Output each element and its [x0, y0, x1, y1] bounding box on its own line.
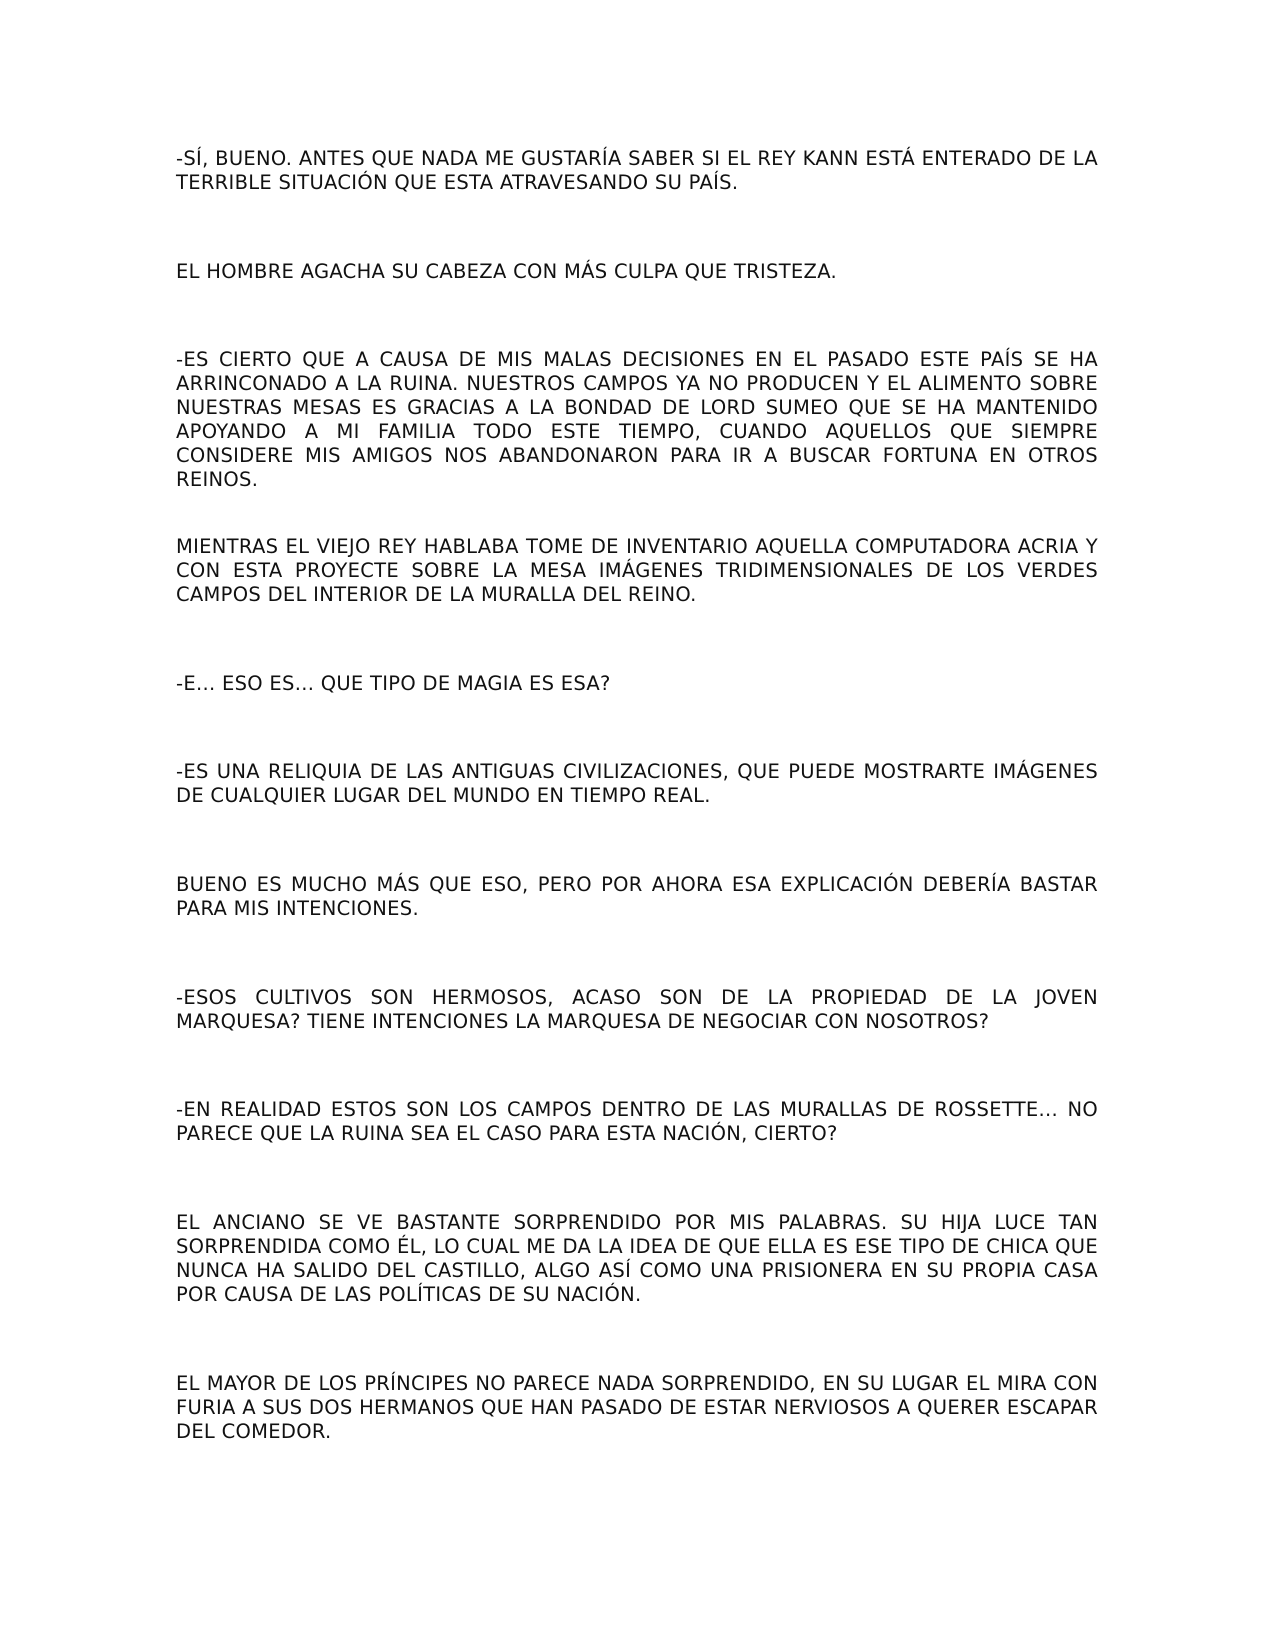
- paragraph-6: -ES UNA RELIQUIA DE LAS ANTIGUAS CIVILIZACIONES, QUE PUEDE MOSTRARTE IMÁGENES DE CUALQUIER LUGAR DEL MUNDO EN TIEMPO REAL.: [176, 760, 1098, 807]
- paragraph-11: EL MAYOR DE LOS PRÍNCIPES NO PARECE NADA SORPRENDIDO, EN SU LUGAR EL MIRA CON FURIA A SUS DOS HERMANOS QUE HAN PASADO DE ESTAR NERVIOSOS A QUERER ESCAPAR DEL COMEDOR.: [176, 1372, 1098, 1443]
- paragraph-10: EL ANCIANO SE VE BASTANTE SORPRENDIDO POR MIS PALABRAS. SU HIJA LUCE TAN SORPRENDIDA COMO ÉL, LO CUAL ME DA LA IDEA DE QUE ELLA ES ESE TIPO DE CHICA QUE NUNCA HA SALIDO DEL CASTILLO, ALGO ASÍ COMO UNA PRISIONERA EN SU PROPIA CASA POR CAUSA DE LAS POLÍTICAS DE SU NACIÓN.: [176, 1211, 1098, 1306]
- paragraph-4: MIENTRAS EL VIEJO REY HABLABA TOME DE INVENTARIO AQUELLA COMPUTADORA ACRIA Y CON ESTA PROYECTE SOBRE LA MESA IMÁGENES TRIDIMENSIONALES DE LOS VERDES CAMPOS DEL INTERIOR DE LA MURALLA DEL REINO.: [176, 535, 1098, 606]
- paragraph-5: -E... ESO ES... QUE TIPO DE MAGIA ES ESA?: [176, 672, 611, 695]
- paragraph-2: EL HOMBRE AGACHA SU CABEZA CON MÁS CULPA QUE TRISTEZA.: [176, 260, 837, 283]
- paragraph-9: -EN REALIDAD ESTOS SON LOS CAMPOS DENTRO DE LAS MURALLAS DE ROSSETTE... NO PARECE QUE LA RUINA SEA EL CASO PARA ESTA NACIÓN, CIERTO?: [176, 1098, 1098, 1145]
- paragraph-7: BUENO ES MUCHO MÁS QUE ESO, PERO POR AHORA ESA EXPLICACIÓN DEBERÍA BASTAR PARA MIS INTENCIONES.: [176, 873, 1098, 920]
- paragraph-1: -SÍ, BUENO. ANTES QUE NADA ME GUSTARÍA SABER SI EL REY KANN ESTÁ ENTERADO DE LA TERRIBLE SITUACIÓN QUE ESTA ATRAVESANDO SU PAÍS.: [176, 147, 1098, 194]
- paragraph-3: -ES CIERTO QUE A CAUSA DE MIS MALAS DECISIONES EN EL PASADO ESTE PAÍS SE HA ARRINCONADO A LA RUINA. NUESTROS CAMPOS YA NO PRODUCEN Y EL ALIMENTO SOBRE NUESTRAS MESAS ES GRACIAS A LA BONDAD DE LORD SUMEO QUE SE HA MANTENIDO APOYANDO A MI FAMILIA TODO ESTE TIEMPO, CUANDO AQUELLOS QUE SIEMPRE CONSIDERE MIS AMIGOS NOS ABANDONARON PARA IR A BUSCAR FORTUNA EN OTROS REINOS.: [176, 348, 1098, 491]
- paragraph-8: -ESOS CULTIVOS SON HERMOSOS, ACASO SON DE LA PROPIEDAD DE LA JOVEN MARQUESA? TIENE INTENCIONES LA MARQUESA DE NEGOCIAR CON NOSOTROS?: [176, 986, 1098, 1033]
